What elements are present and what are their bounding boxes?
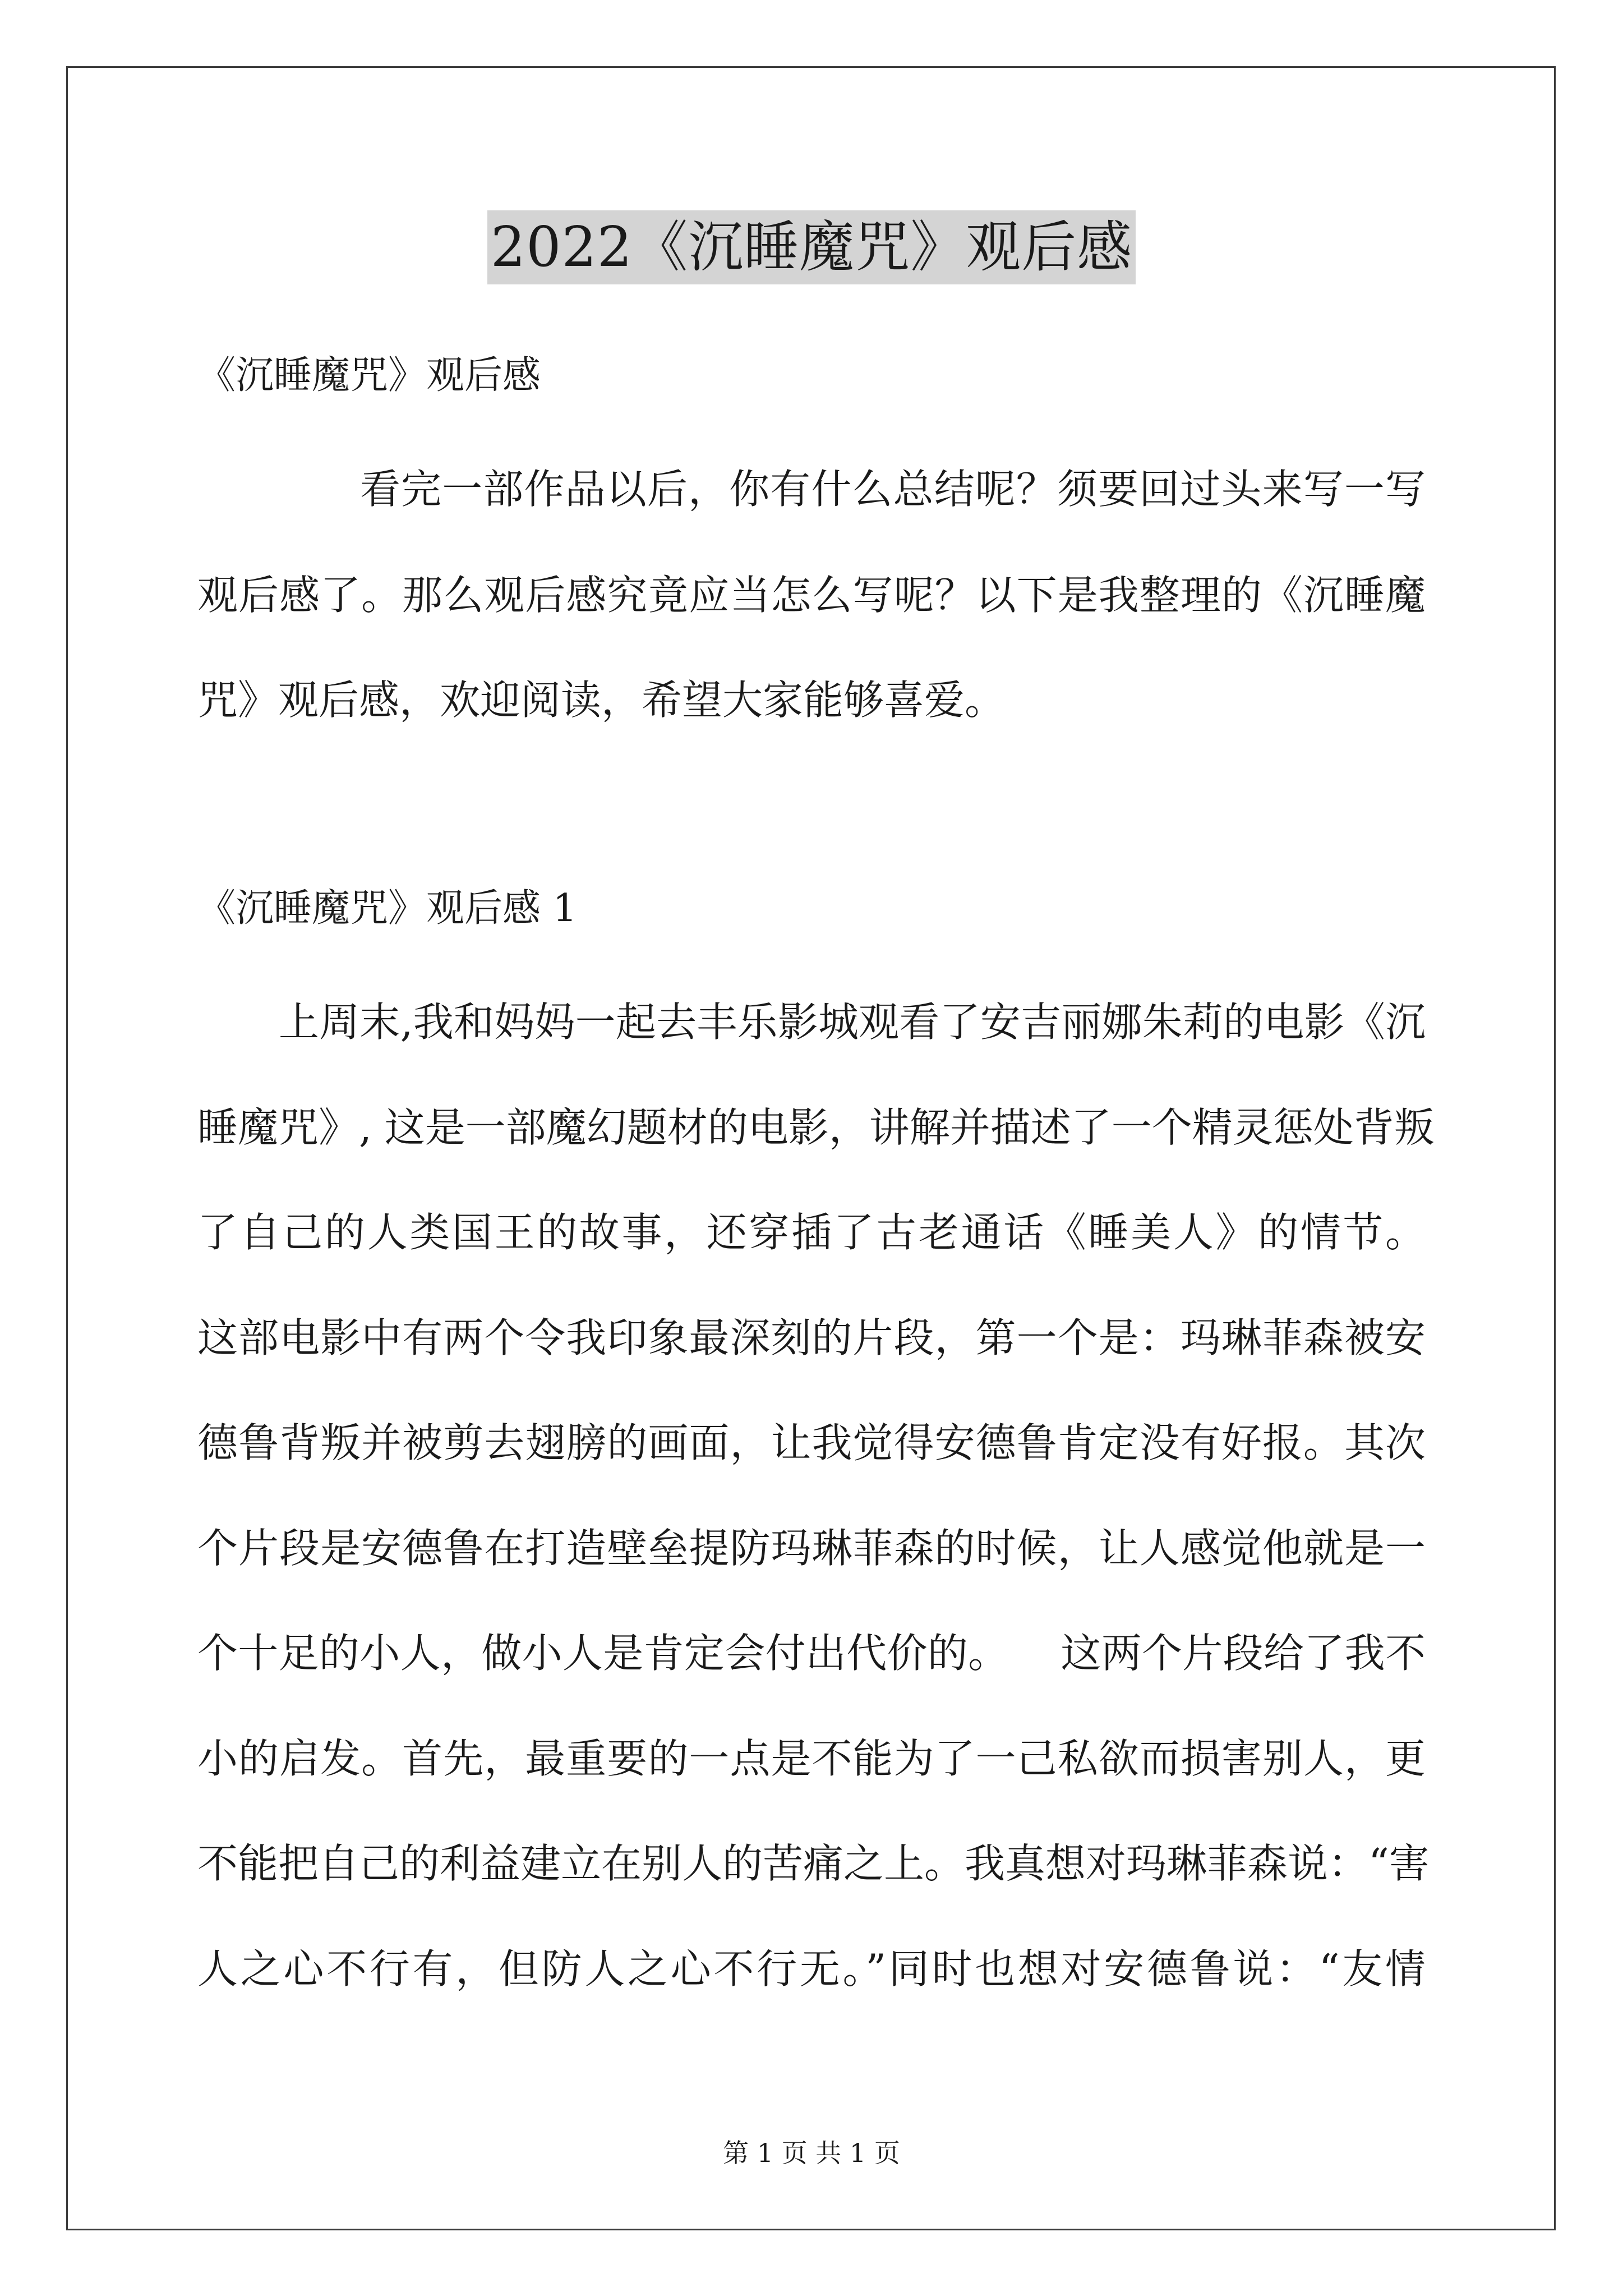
intro-line-1: 看完一部作品以后，你有什么总结呢？须要回过头来写一写	[360, 466, 1426, 513]
body-line-7: 个十足的小人，做小人是肯定会付出代价的。 这两个片段给了我不	[197, 1630, 1426, 1677]
body-line-9: 不能把自己的利益建立在别人的苦痛之上。我真想对玛琳菲森说：“害	[197, 1840, 1430, 1887]
title-block	[0, 210, 1623, 284]
body-line-5: 德鲁背叛并被剪去翅膀的画面，让我觉得安德鲁肯定没有好报。其次	[197, 1419, 1426, 1466]
document-heading: 《沉睡魔咒》观后感	[197, 353, 541, 398]
body-line-8: 小的启发。首先，最重要的一点是不能为了一己私欲而损害别人，更	[197, 1735, 1426, 1782]
body-line-2: 睡魔咒》, 这是一部魔幻题材的电影，讲解并描述了一个精灵惩处背叛	[197, 1104, 1435, 1151]
body-line-3: 了自己的人类国王的故事，还穿插了古老通话《睡美人》的情节。	[197, 1209, 1426, 1256]
section-heading: 《沉睡魔咒》观后感 1	[197, 886, 577, 931]
body-line-6: 个片段是安德鲁在打造壁垒提防玛琳菲森的时候，让人感觉他就是一	[197, 1525, 1426, 1572]
page-footer: 第 1 页 共 1 页	[723, 2138, 900, 2168]
intro-line-3: 咒》观后感，欢迎阅读，希望大家能够喜爱。	[197, 677, 1006, 724]
intro-line-2: 观后感了。那么观后感究竟应当怎么写呢？以下是我整理的《沉睡魔	[197, 572, 1426, 619]
body-line-1: 上周末,我和妈妈一起去丰乐影城观看了安吉丽娜朱莉的电影《沉	[279, 999, 1426, 1046]
document-title: 2022《沉睡魔咒》观后感	[487, 210, 1136, 284]
body-line-4: 这部电影中有两个令我印象最深刻的片段，第一个是：玛琳菲森被安	[197, 1314, 1426, 1361]
body-line-10: 人之心不行有，但防人之心不行无。”同时也想对安德鲁说：“友情	[197, 1945, 1426, 1993]
